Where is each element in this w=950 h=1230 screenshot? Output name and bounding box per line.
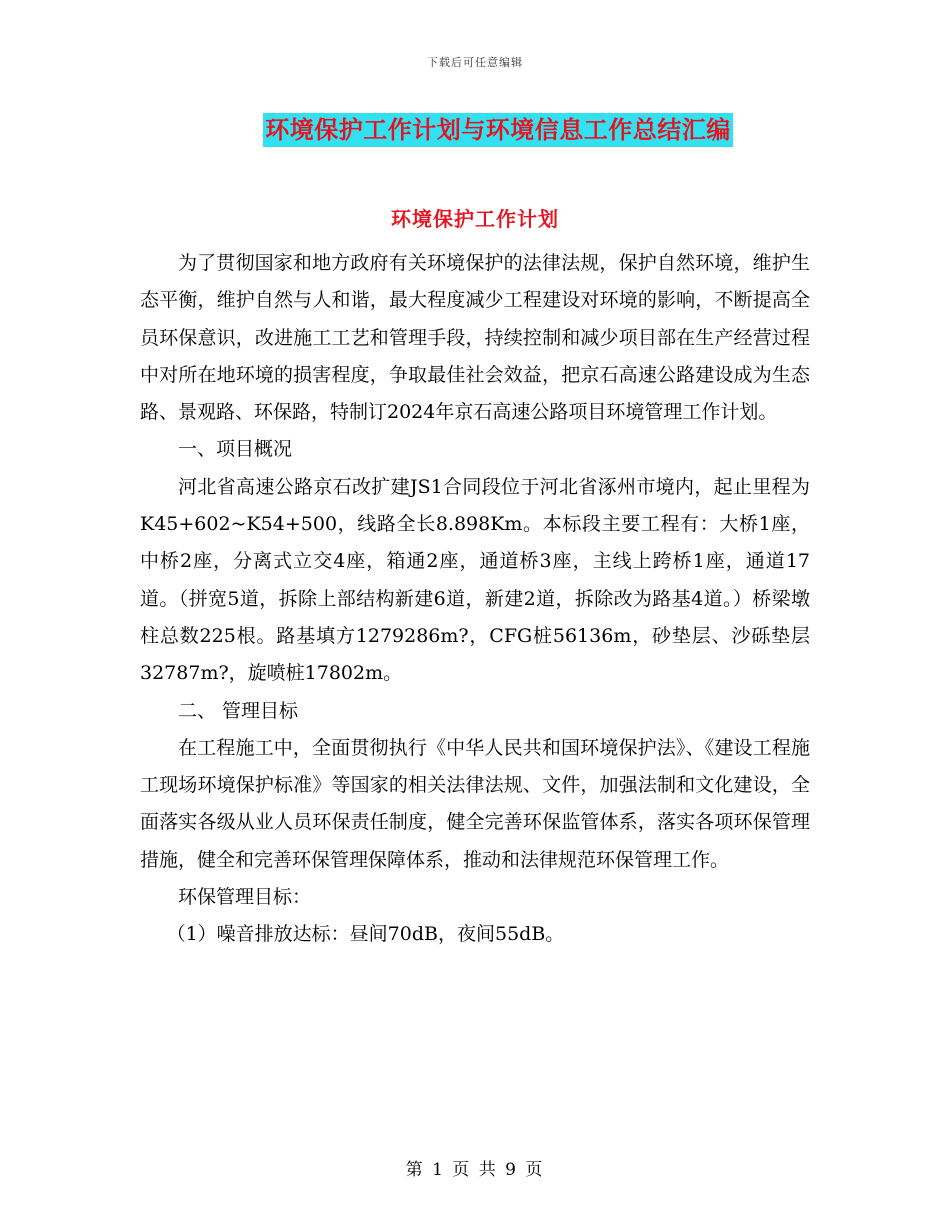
page-footer: 第 1 页 共 9 页: [405, 1160, 545, 1180]
heading-environmental-goals: 环保管理目标：: [178, 886, 312, 909]
paragraph-management-goals: 在工程施工中，全面贯彻执行《中华人民共和国环境保护法》、《建设工程施工现场环境保护标准》等国家的相关法律法规、文件，加强法制和文化建设，全面落实各级从业人员环保责任制度，健全完善环保监管体系，落实各项环保管理措施，健全和完善环保管理保障体系，推动和法律规范环保管理工作。: [140, 736, 810, 871]
header-note: 下载后可任意编辑: [427, 56, 523, 69]
list-item-noise-goal: （1）噪音排放达标：昼间70dB，夜间55dB。: [166, 923, 565, 946]
paragraph-intro: 为了贯彻国家和地方政府有关环境保护的法律法规，保护自然环境，维护生态平衡，维护自然与人和谐，最大程度减少工程建设对环境的影响，不断提高全员环保意识，改进施工工艺和管理手段，持续控制和减少项目部在生产经营过程中对所在地环境的损害程度，争取最佳社会效益，把京石高速公路建设成为生态路、景观路、环保路，特制订2024年京石高速公路项目环境管理工作计划。: [140, 252, 810, 424]
document-body: [140, 245, 810, 954]
section-title: 环境保护工作计划: [391, 207, 559, 231]
paragraph-project-overview: 河北省高速公路京石改扩建JS1合同段位于河北省涿州市境内，起止里程为K45+602~K54+500，线路全长8.898Km。本标段主要工程有：大桥1座，中桥2座，分离式立交4座，箱通2座，通道桥3座，主线上跨桥1座，通道17道。（拼宽5道，拆除上部结构新建6道，新建2道，拆除改为路基4道。）桥梁墩柱总数225根。路基填方1279286m?，CFG桩56136m，砂垫层、沙砾垫层32787m?，旋喷桩17802m。: [140, 475, 810, 685]
main-title-container: [0, 113, 950, 147]
main-title: 环境保护工作计划与环境信息工作总结汇编: [263, 113, 733, 147]
heading-project-overview: 一、项目概况: [178, 438, 293, 461]
heading-management-goals: 二、 管理目标: [178, 699, 299, 722]
